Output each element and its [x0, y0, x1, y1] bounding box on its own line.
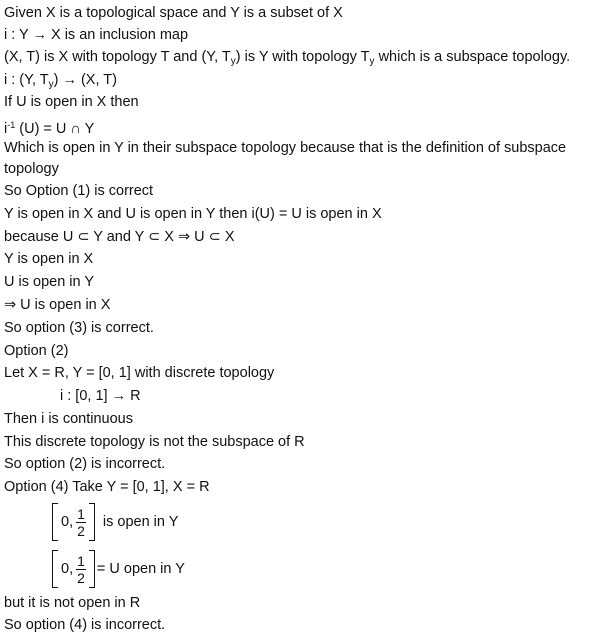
line-option2: Option (2) [4, 343, 69, 359]
interval-label: is open in Y [102, 514, 179, 530]
subscript: y [48, 79, 54, 90]
line-if-u-open: If U is open in X then [4, 94, 139, 110]
line-option2-incorrect: So option (2) is incorrect. [4, 456, 166, 472]
interval-left-endpoint: 0, [61, 561, 74, 577]
text: which is a subspace topology. [374, 49, 571, 65]
line-let-x: Let X = R, Y = [0, 1] with discrete topology [4, 365, 275, 381]
right-bracket [89, 550, 95, 588]
interval-open-in-y [52, 502, 178, 542]
line-implies: ⇒ U is open in X [4, 297, 111, 313]
line-which-open: Which is open in Y in their subspace topology because that is the definition of subspace [4, 140, 567, 156]
line-because: because U ⊂ Y and Y ⊂ X ⇒ U ⊂ X [4, 229, 235, 245]
superscript: -1 [7, 120, 16, 130]
subscript: y [369, 56, 375, 67]
line-u-open-y: U is open in Y [4, 274, 95, 290]
text: (U) = U ∩ Y [15, 121, 95, 137]
line-y-open: Y is open in X and U is open in Y then i(U) = U is open in X [4, 206, 382, 222]
interval-left-endpoint: 0, [61, 514, 74, 530]
line-topology-def [4, 48, 570, 71]
line-preimage [4, 116, 94, 138]
line-inclusion-map: i : Y → X is an inclusion map [4, 27, 189, 43]
interval-equals-u [52, 549, 185, 589]
line-option1-correct: So Option (1) is correct [4, 183, 154, 199]
subscript: y [230, 56, 236, 67]
denominator: 2 [77, 522, 85, 539]
interval-label: = U open in Y [96, 561, 185, 577]
interval-content [58, 506, 89, 539]
text: ) is Y with topology T [235, 49, 370, 65]
text: (X, T) is X with topology T and (Y, T [4, 49, 231, 65]
interval-content [58, 553, 89, 586]
line-not-subspace: This discrete topology is not the subspace of R [4, 434, 305, 450]
text: ) → (X, T) [53, 72, 117, 88]
numerator: 1 [77, 505, 85, 522]
denominator: 2 [77, 569, 85, 586]
fraction [76, 506, 86, 539]
text: i : (Y, T [4, 72, 49, 88]
line-not-open-r: but it is not open in R [4, 595, 141, 611]
line-map-def [4, 71, 117, 94]
line-option3-correct: So option (3) is correct. [4, 320, 154, 336]
line-given: Given X is a topological space and Y is a subset of X [4, 5, 343, 21]
line-option4-incorrect: So option (4) is incorrect. [4, 617, 166, 633]
right-bracket [89, 503, 95, 541]
line-continuous: Then i is continuous [4, 411, 133, 427]
line-topology: topology [4, 161, 59, 177]
line-option4: Option (4) Take Y = [0, 1], X = R [4, 479, 210, 495]
line-y-open-x: Y is open in X [4, 251, 94, 267]
line-map-interval: i : [0, 1] → R [60, 388, 141, 404]
fraction [76, 553, 86, 586]
numerator: 1 [77, 552, 85, 569]
text: i [4, 121, 8, 137]
